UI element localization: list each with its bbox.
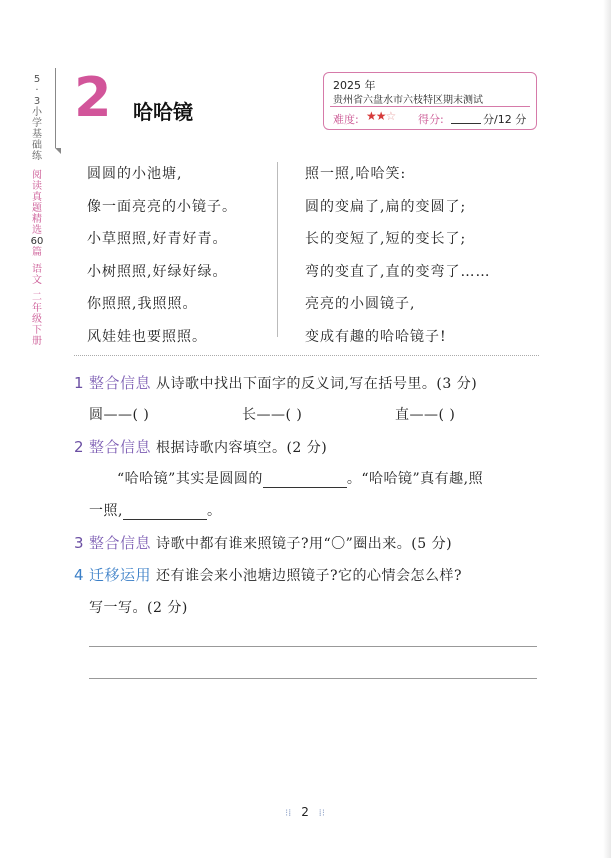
poem-line: 小树照照,好绿好绿。 bbox=[87, 263, 228, 280]
poem-line: 圆的变扁了,扁的变圆了; bbox=[305, 198, 467, 215]
poem-line: 弯的变直了,直的变弯了…… bbox=[305, 263, 491, 280]
q2-text: 。“哈哈镜”真有趣,照 bbox=[346, 471, 484, 487]
side-char: 年 bbox=[32, 303, 42, 314]
question-number: 1 bbox=[74, 374, 85, 392]
side-brand bbox=[29, 74, 45, 162]
side-char: 文 bbox=[32, 275, 42, 286]
source-box-divider bbox=[330, 106, 530, 107]
side-char: 学 bbox=[32, 118, 42, 129]
side-char: 下 bbox=[32, 325, 42, 336]
star-empty-icon: ☆ bbox=[385, 109, 396, 123]
side-char: 阅 bbox=[32, 170, 42, 181]
poem-line: 小草照照,好青好青。 bbox=[87, 231, 228, 247]
question-number: 2 bbox=[74, 438, 85, 456]
section-divider bbox=[74, 355, 539, 356]
question-text: 从诗歌中找出下面字的反义词,写在括号里。(3 分) bbox=[155, 376, 478, 392]
page-number: 2 bbox=[301, 805, 309, 819]
side-char: 题 bbox=[32, 203, 42, 214]
question-number: 4 bbox=[74, 566, 85, 584]
side-char: 二 bbox=[32, 292, 42, 303]
side-char: 语 bbox=[32, 264, 42, 275]
side-char: 篇 bbox=[32, 247, 42, 258]
side-char: 60 bbox=[30, 236, 44, 247]
side-char: 精 bbox=[32, 214, 42, 225]
difficulty-label: 难度: bbox=[333, 113, 359, 126]
fill-blank[interactable] bbox=[263, 471, 347, 488]
poem-line: 圆圆的小池塘, bbox=[87, 166, 183, 182]
question-text: 诗歌中都有谁来照镜子?用“〇”圈出来。(5 分) bbox=[155, 536, 453, 552]
answer-line[interactable] bbox=[89, 678, 537, 679]
question-number: 3 bbox=[74, 534, 85, 552]
side-char: 基 bbox=[32, 129, 42, 140]
question-1 bbox=[74, 372, 477, 393]
q1-item[interactable]: 直——( ) bbox=[395, 407, 456, 423]
score-label: 得分: bbox=[418, 113, 444, 126]
side-char: 小 bbox=[32, 107, 42, 118]
q2-text: 一照, bbox=[89, 503, 123, 519]
poem-right-column bbox=[305, 158, 490, 353]
question-text: 还有谁会来小池塘边照镜子?它的心情会怎么样? bbox=[155, 568, 462, 584]
question-2 bbox=[74, 436, 327, 457]
score-blank[interactable] bbox=[451, 123, 481, 124]
side-char: · bbox=[35, 85, 39, 96]
side-series bbox=[29, 170, 45, 347]
poem-line: 长的变短了,短的变长了; bbox=[305, 231, 467, 247]
question-3 bbox=[74, 532, 452, 553]
page-edge bbox=[603, 0, 611, 858]
divider-arrow bbox=[55, 148, 61, 154]
poem-line: 你照照,我照照。 bbox=[87, 296, 198, 312]
answer-line[interactable] bbox=[89, 646, 537, 647]
q2-line-2 bbox=[89, 500, 221, 520]
divider bbox=[55, 68, 56, 148]
score-total: 分/12 分 bbox=[483, 113, 527, 126]
question-tag: 迁移运用 bbox=[89, 566, 152, 584]
lesson-title: 哈哈镜 bbox=[133, 100, 193, 124]
difficulty-stars bbox=[366, 109, 395, 123]
question-tag: 整合信息 bbox=[89, 374, 152, 392]
star-filled-icon: ★ bbox=[366, 109, 376, 123]
poem-line: 像一面亮亮的小镜子。 bbox=[87, 198, 237, 215]
fill-blank[interactable] bbox=[123, 503, 207, 520]
question-text: 根据诗歌内容填空。(2 分) bbox=[155, 440, 328, 456]
footer-decoration-icon: ⁞⁝ bbox=[318, 808, 326, 819]
question-4-cont: 写一写。(2 分) bbox=[89, 600, 188, 616]
poem-line: 照一照,哈哈笑: bbox=[305, 166, 407, 182]
side-char: 级 bbox=[32, 314, 42, 325]
side-char: 5 bbox=[33, 74, 41, 85]
source-year: 2025 年 bbox=[333, 79, 376, 92]
side-char: 础 bbox=[32, 140, 42, 151]
footer-decoration-icon: ⁝⁞ bbox=[285, 808, 292, 819]
q2-text: “哈哈镜”其实是圆圆的 bbox=[117, 471, 263, 487]
question-4 bbox=[74, 564, 462, 585]
side-char: 读 bbox=[32, 181, 42, 192]
q1-item[interactable]: 圆——( ) bbox=[89, 407, 150, 423]
poem-left-column bbox=[87, 158, 237, 353]
poem-line: 变成有趣的哈哈镜子! bbox=[305, 328, 447, 345]
star-filled-icon: ★ bbox=[375, 109, 386, 123]
poem-line: 亮亮的小圆镜子, bbox=[305, 296, 416, 312]
q1-item[interactable]: 长——( ) bbox=[242, 407, 303, 423]
source-name: 贵州省六盘水市六枝特区期末测试 bbox=[333, 95, 483, 106]
poem-line: 风娃娃也要照照。 bbox=[87, 328, 207, 345]
side-char: 册 bbox=[32, 336, 42, 347]
side-char: 真 bbox=[32, 192, 42, 203]
side-char: 3 bbox=[33, 96, 41, 107]
poem-divider bbox=[277, 162, 278, 337]
page-footer bbox=[285, 805, 325, 819]
side-char: 练 bbox=[32, 151, 42, 162]
q2-line-1 bbox=[117, 468, 483, 488]
lesson-number: 2 bbox=[74, 66, 112, 129]
question-tag: 整合信息 bbox=[89, 438, 152, 456]
side-char: 选 bbox=[32, 225, 42, 236]
q2-text: 。 bbox=[206, 503, 222, 519]
question-tag: 整合信息 bbox=[89, 534, 152, 552]
